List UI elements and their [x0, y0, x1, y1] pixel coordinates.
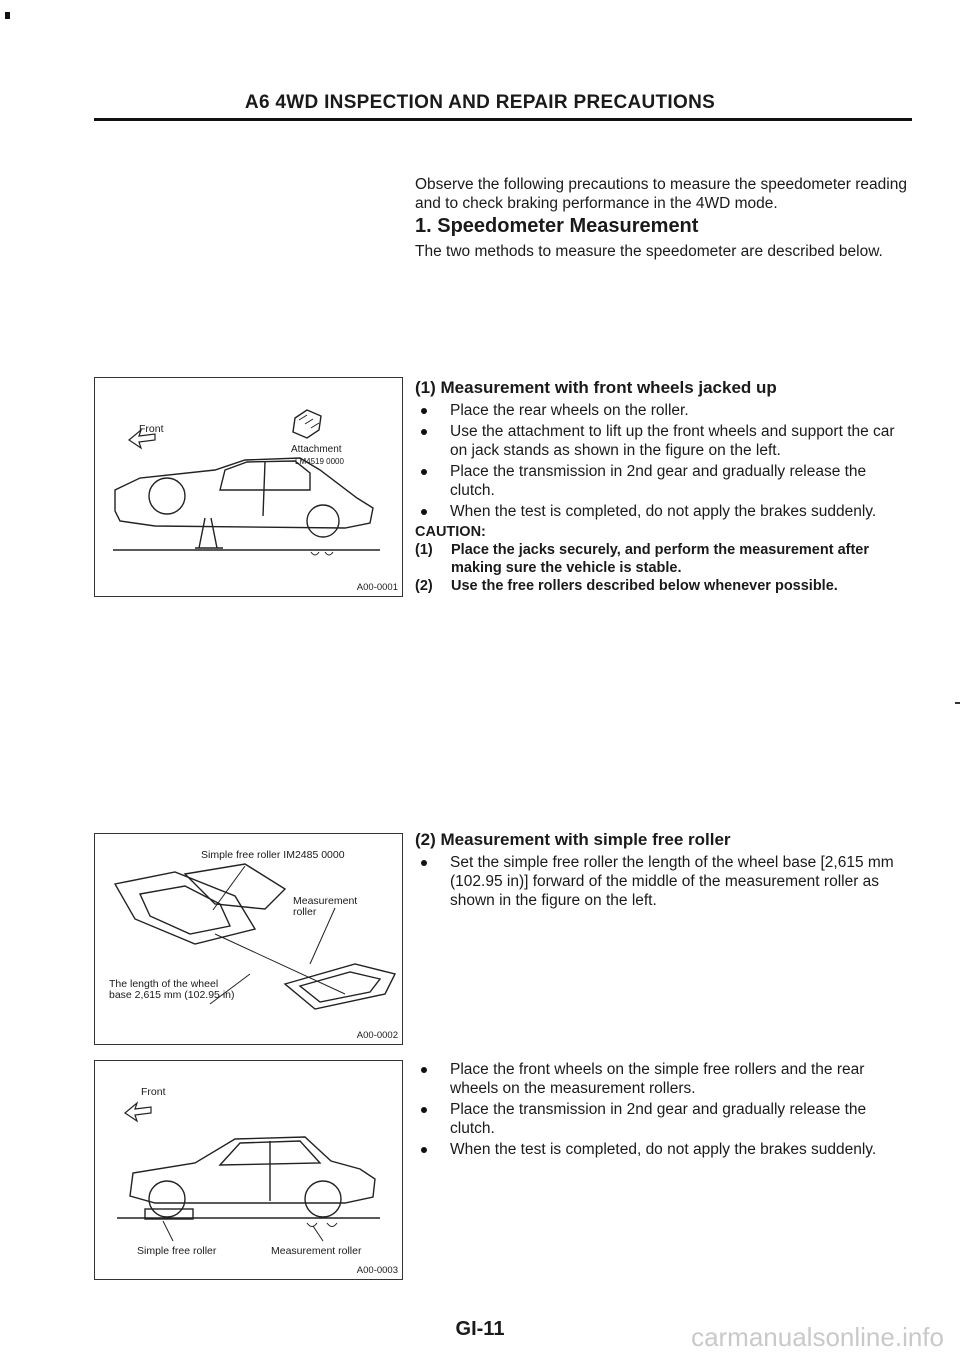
- car-jacked-illustration: [95, 378, 402, 596]
- measurement-roller-label: Measurement roller: [271, 1245, 362, 1257]
- method2-block: [415, 830, 915, 912]
- front-label: Front: [141, 1086, 166, 1098]
- caution-item: (2) Use the free rollers described below whenever possible.: [415, 578, 838, 594]
- list-item: When the test is completed, do not apply the brakes suddenly.: [415, 1140, 915, 1159]
- margin-mark: [955, 702, 960, 704]
- page-title: A6 4WD INSPECTION AND REPAIR PRECAUTIONS: [244, 92, 716, 113]
- method1-block: [415, 378, 915, 595]
- page-number: GI-11: [455, 1318, 505, 1340]
- bullet-icon: [421, 1147, 427, 1153]
- bullet-icon: [421, 1067, 427, 1073]
- method2-title: (2) Measurement with simple free roller: [415, 830, 731, 849]
- bullet-icon: [421, 408, 427, 414]
- roller-label: Simple free roller IM2485 0000: [201, 849, 345, 861]
- intro-block: [415, 175, 915, 261]
- bullet-icon: [421, 1107, 427, 1113]
- bullet-icon: [421, 509, 427, 515]
- list-item: Place the transmission in 2nd gear and gradually release the clutch.: [415, 1100, 915, 1138]
- wheelbase-label: The length of the wheel base 2,615 mm (102.95 in): [109, 978, 235, 1001]
- part-number: LM4519 0000: [295, 457, 344, 466]
- figure-on-rollers: [94, 1060, 403, 1280]
- roller-setup-illustration: [95, 834, 402, 1044]
- list-item: Place the front wheels on the simple free rollers and the rear wheels on the measurement rollers.: [415, 1060, 915, 1098]
- bullet-icon: [421, 429, 427, 435]
- list-item: When the test is completed, do not apply the brakes suddenly.: [415, 502, 915, 521]
- caution-item: (1) Place the jacks securely, and perform the measurement after making sure the vehicle is stable.: [415, 542, 869, 576]
- attachment-label: Attachment: [291, 444, 342, 455]
- bullet-icon: [421, 860, 427, 866]
- figure-id: A00-0002: [356, 1030, 398, 1041]
- list-item: Place the rear wheels on the roller.: [415, 401, 915, 420]
- caution-label: CAUTION:: [415, 524, 486, 540]
- simple-roller-label: Simple free roller: [137, 1245, 217, 1257]
- front-label: Front: [139, 423, 164, 435]
- method2-steps: [415, 1060, 915, 1161]
- figure-id: A00-0003: [356, 1265, 398, 1276]
- list-item: Place the transmission in 2nd gear and gradually release the clutch.: [415, 462, 915, 500]
- intro-text: Observe the following precautions to measure the speedometer reading and to check braking performance in the 4WD mode.: [415, 176, 907, 212]
- method1-title: (1) Measurement with front wheels jacked up: [415, 378, 777, 397]
- caution-block: [415, 523, 915, 595]
- list-item: Set the simple free roller the length of the wheel base [2,615 mm (102.95 in)] forward of the middle of the measurement roller as shown in the figure on the left.: [415, 853, 915, 910]
- list-item: Use the attachment to lift up the front wheels and support the car on jack stands as shown in the figure on the left.: [415, 422, 915, 460]
- figure-id: A00-0001: [356, 582, 398, 593]
- watermark: carmanualsonline.info: [691, 1322, 944, 1352]
- bullet-icon: [421, 469, 427, 475]
- section-text: The two methods to measure the speedometer are described below.: [415, 243, 883, 260]
- measurement-roller-label: Measurement roller: [293, 895, 358, 918]
- title-rule: [94, 118, 912, 121]
- figure-jacked-up: [94, 377, 403, 597]
- page-corner-mark: [5, 12, 10, 19]
- figure-free-roller: [94, 833, 403, 1045]
- section-title: 1. Speedometer Measurement: [415, 215, 699, 237]
